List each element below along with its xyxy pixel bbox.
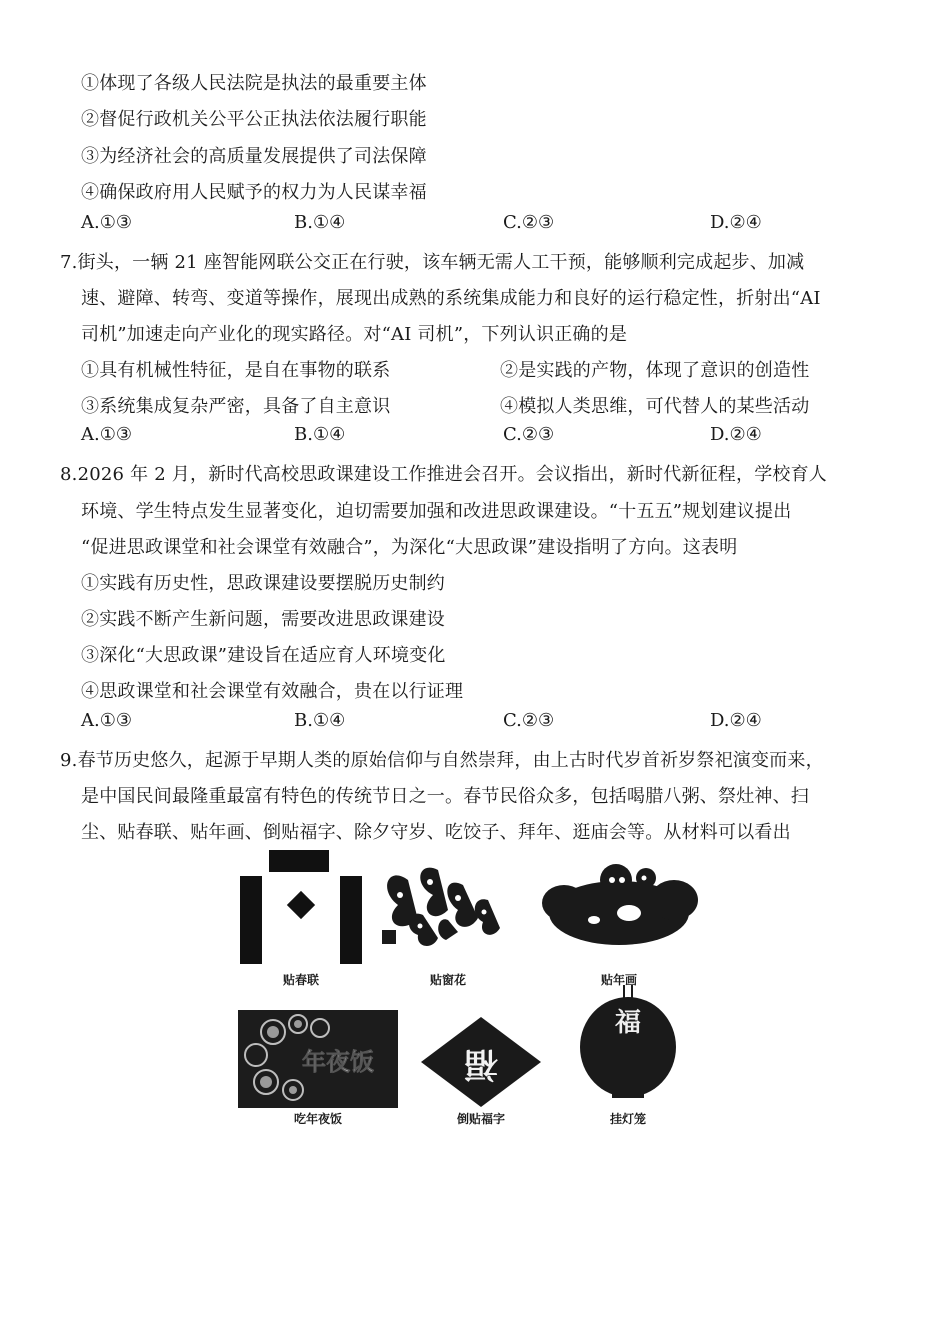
q6-statement-1: ①体现了各级人民法院是执法的最重要主体 xyxy=(81,73,427,94)
q8-stem-line-2: 环境、学生特点发生显著变化，迫切需要加强和改进思政课建设。“十五五”规划建议提出 xyxy=(81,501,792,522)
q8-option-b[interactable]: B.①④ xyxy=(294,710,346,731)
q6-option-d[interactable]: D.②④ xyxy=(710,212,762,233)
q7-statement-1: ①具有机械性特征，是自在事物的联系 xyxy=(81,360,391,381)
q7-option-c[interactable]: C.②③ xyxy=(503,424,555,445)
upside-down-fu-caption: 倒贴福字 xyxy=(456,1112,505,1126)
q8-option-c[interactable]: C.②③ xyxy=(503,710,555,731)
q6-option-a[interactable]: A.①③ xyxy=(81,212,132,233)
q7-option-d[interactable]: D.②④ xyxy=(710,424,762,445)
paper-cut-caption: 贴窗花 xyxy=(429,973,466,987)
new-year-painting-caption: 贴年画 xyxy=(600,973,637,987)
reunion-dinner-figure xyxy=(238,1010,398,1108)
upside-down-fu-char: 福 xyxy=(464,1044,498,1084)
reunion-dinner-caption: 吃年夜饭 xyxy=(293,1112,342,1126)
q6-statement-3: ③为经济社会的高质量发展提供了司法保障 xyxy=(81,146,427,167)
q8-statement-1: ①实践有历史性，思政课建设要摆脱历史制约 xyxy=(81,573,445,594)
lantern-fu-char: 福 xyxy=(614,1008,642,1038)
q9-stem-line-3: 尘、贴春联、贴年画、倒贴福字、除夕守岁、吃饺子、拜年、逛庙会等。从材料可以看出 xyxy=(81,822,791,843)
q8-option-d[interactable]: D.②④ xyxy=(710,710,762,731)
q6-statement-4: ④确保政府用人民赋予的权力为人民谋幸福 xyxy=(81,182,427,203)
q8-statement-2: ②实践不断产生新问题，需要改进思政课建设 xyxy=(81,609,445,630)
q7-statement-2: ②是实践的产物，体现了意识的创造性 xyxy=(500,360,810,381)
q6-statement-2: ②督促行政机关公平公正执法依法履行职能 xyxy=(81,109,427,130)
q6-option-c[interactable]: C.②③ xyxy=(503,212,555,233)
q8-stem-line-1: 8.2026 年 2 月，新时代高校思政课建设工作推进会召开。会议指出，新时代新征程，学校育人 xyxy=(60,464,827,485)
q7-stem-line-1: 7.街头，一辆 21 座智能网联公交正在行驶，该车辆无需人工干预，能够顺利完成起步、加减 xyxy=(60,252,805,273)
lantern-figure xyxy=(578,985,678,1110)
q7-statement-3: ③系统集成复杂严密，具备了自主意识 xyxy=(81,396,391,417)
lantern-caption: 挂灯笼 xyxy=(609,1112,646,1126)
q8-stem-line-3: “促进思政课堂和社会课堂有效融合”，为深化“大思政课”建设指明了方向。这表明 xyxy=(81,537,738,558)
reunion-dinner-text: 年夜饭 xyxy=(302,1047,374,1076)
q7-option-a[interactable]: A.①③ xyxy=(81,424,132,445)
q8-statement-3: ③深化“大思政课”建设旨在适应育人环境变化 xyxy=(81,645,446,666)
new-year-painting-figure xyxy=(534,858,704,958)
q7-option-b[interactable]: B.①④ xyxy=(294,424,346,445)
q8-statement-4: ④思政课堂和社会课堂有效融合，贵在以行证理 xyxy=(81,681,464,702)
couplets-figure xyxy=(236,850,366,968)
paper-cut-figure xyxy=(378,860,518,955)
q6-option-b[interactable]: B.①④ xyxy=(294,212,346,233)
q7-stem-line-3: 司机”加速走向产业化的现实路径。对“AI 司机”，下列认识正确的是 xyxy=(81,324,628,345)
upside-down-fu-figure xyxy=(421,1017,541,1107)
couplets-caption: 贴春联 xyxy=(282,973,319,987)
q8-option-a[interactable]: A.①③ xyxy=(81,710,132,731)
q9-stem-line-1: 9.春节历史悠久，起源于早期人类的原始信仰与自然崇拜，由上古时代岁首祈岁祭祀演变而来， xyxy=(60,750,824,771)
q7-statement-4: ④模拟人类思维，可代替人的某些活动 xyxy=(500,396,810,417)
q9-stem-line-2: 是中国民间最隆重最富有特色的传统节日之一。春节民俗众多，包括喝腊八粥、祭灶神、扫 xyxy=(81,786,809,807)
q7-stem-line-2: 速、避障、转弯、变道等操作，展现出成熟的系统集成能力和良好的运行稳定性，折射出“AI xyxy=(81,288,821,309)
